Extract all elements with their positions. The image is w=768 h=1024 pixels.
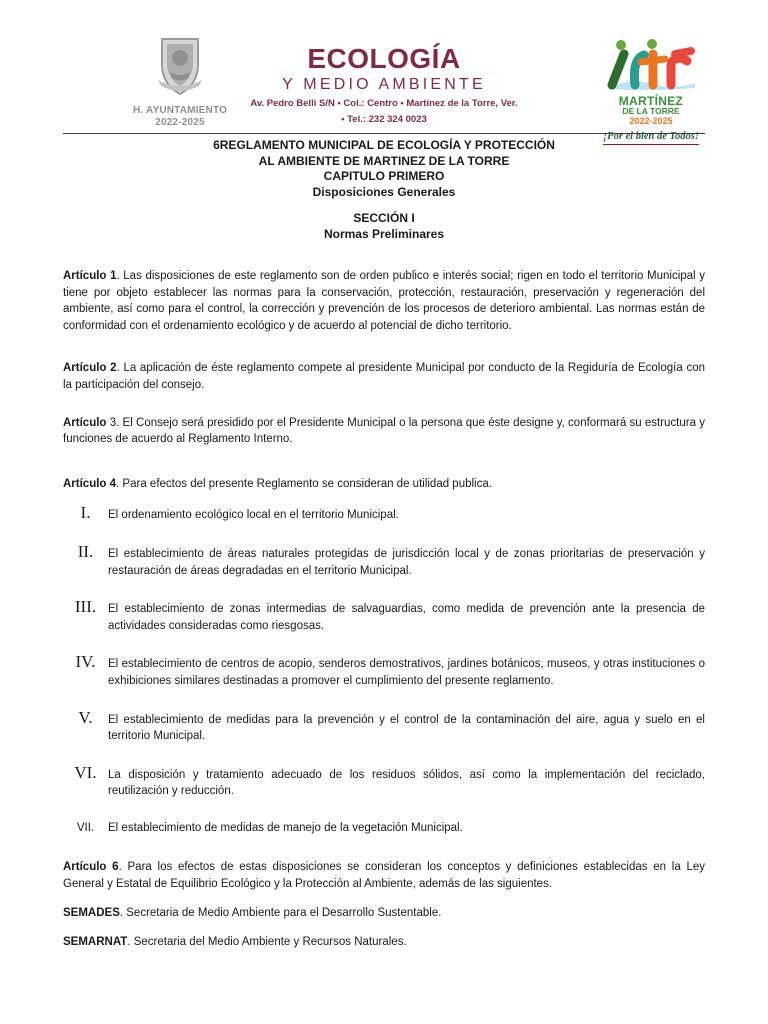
article-2-label: Artículo 2 [63,362,117,375]
title-line-3: CAPITULO PRIMERO [323,169,445,183]
definition-semades-term: SEMADES [63,906,120,919]
title-line-4: Disposiciones Generales [312,184,456,199]
list-numeral-7: VII. [76,821,95,834]
definition-semarnat-term: SEMARNAT [63,936,128,949]
list-numeral-3: III. [74,597,97,617]
brand-name-2: DE LA TORRE [622,106,680,116]
document-title [63,138,705,200]
section-title: SECCIÓN I [353,211,415,225]
department-block [214,44,554,125]
title-line-1: 6REGLAMENTO MUNICIPAL DE ECOLOGÍA Y PROTECCIÓN [213,138,555,152]
municipality-years: 2022-2025 [155,117,205,128]
article-3 [63,415,705,448]
definition-semarnat-text: . Secretaria del Medio Ambiente y Recursos Naturales. [127,936,407,949]
article-4-label: Artículo 4 [63,477,117,490]
list-text-5: El establecimiento de medidas para la prevención y el control de la contaminación del aire, agua y suelo en el territorio Municipal. [108,713,705,743]
title-line-2: AL AMBIENTE DE MARTINEZ DE LA TORRE [258,153,510,168]
martinez-figures-icon [605,77,697,94]
article-3-label: Artículo [63,416,107,429]
list-item-4 [63,654,705,689]
article-1-text: . Las disposiciones de este reglamento son de orden publico e interés social; rigen en todo el territorio Municipal y tiene por objeto establecer las normas para la conservación, protección, restauración, preservación y regeneración del ambiente, así como para el control, la corrección y prevención de los procesos de deterioro ambiental. Las normas están de conformidad con el ordenamiento ecológico y de acuerdo al potencial de dicho territorio. [63,270,705,332]
department-address: Av. Pedro Belli S/N • Col.: Centro • Martínez de la Torre, Ver. [250,98,518,109]
article-1-label: Artículo 1 [63,270,117,282]
article-4 [63,476,705,493]
list-numeral-5: V. [78,707,93,727]
section-heading [63,210,705,242]
article-1 [63,268,705,334]
brand-years: 2022-2025 [629,116,673,126]
list-text-7: El establecimiento de medidas de manejo de la vegetación Municipal. [108,821,463,834]
list-item-5 [63,707,705,745]
coat-of-arms-icon [148,36,212,105]
definition-semades-text: . Secretaria de Medio Ambiente para el Desarrollo Sustentable. [119,906,442,919]
list-numeral-6: VI. [74,762,97,782]
list-text-3: El establecimiento de zonas intermedias de salvaguardias, como medida de prevención ante la presencia de actividades consideradas como riesgosas. [108,603,705,632]
definition-semarnat [63,934,705,951]
list-item-1 [63,505,705,524]
article-3-text: 3. El Consejo será presidido por el Presidente Municipal o la persona que éste designe y, conformará su estructura y funciones de acuerdo al Reglamento Interno. [63,416,705,446]
brand-block [591,38,711,145]
list-item-7 [63,820,705,837]
list-numeral-2: II. [77,541,94,561]
article-4-text: . Para efectos del presente Reglamento se consideran de utilidad publica. [116,477,492,490]
department-subtitle: Y MEDIO AMBIENTE [282,76,486,93]
list-item-2 [63,541,705,579]
list-item-3 [63,599,705,634]
list-text-2: El establecimiento de áreas naturales protegidas de jurisdicción local y de zonas prioritarias de preservación y restauración de áreas degradadas en el territorio Municipal. [108,547,705,577]
document-body [63,268,705,951]
article-6 [63,859,705,892]
list-item-6 [63,762,705,800]
page-header [63,36,705,142]
list-numeral-4: IV. [75,652,96,672]
brand-slogan: ¡Por el bien de Todos! [603,131,699,145]
municipality-name: H. AYUNTAMIENTO [132,105,228,116]
department-phone: • Tel.: 232 324 0023 [341,113,427,125]
department-title: ECOLOGÍA [307,43,461,74]
list-text-6: La disposición y tratamiento adecuado de los residuos sólidos, así como la implementación del reciclado, reutilización y reducción. [108,768,705,798]
article-6-text: . Para los efectos de estas disposiciones se consideran los conceptos y definiciones establecidas en la Ley General y Estatal de Equilibrio Ecológico y la Protección al Ambiente, además de las siguientes. [63,861,705,891]
brand-name: MARTÍNEZ [618,94,684,108]
list-numeral-1: I. [80,503,91,523]
article-6-label: Artículo 6 [63,861,119,874]
definition-semades [63,905,705,922]
section-subtitle: Normas Preliminares [323,227,445,241]
article-2 [63,360,705,393]
list-text-4: El establecimiento de centros de acopio, senderos demostrativos, jardines botánicos, museos, y otras instituciones o exhibiciones similares destinadas a promover el cumplimiento del presente reglamento. [108,658,705,687]
list-text-1: El ordenamiento ecológico local en el territorio Municipal. [108,509,399,522]
article-2-text: . La aplicación de éste reglamento compete al presidente Municipal por conducto de la Regiduría de Ecología con la participación del consejo. [63,362,705,391]
